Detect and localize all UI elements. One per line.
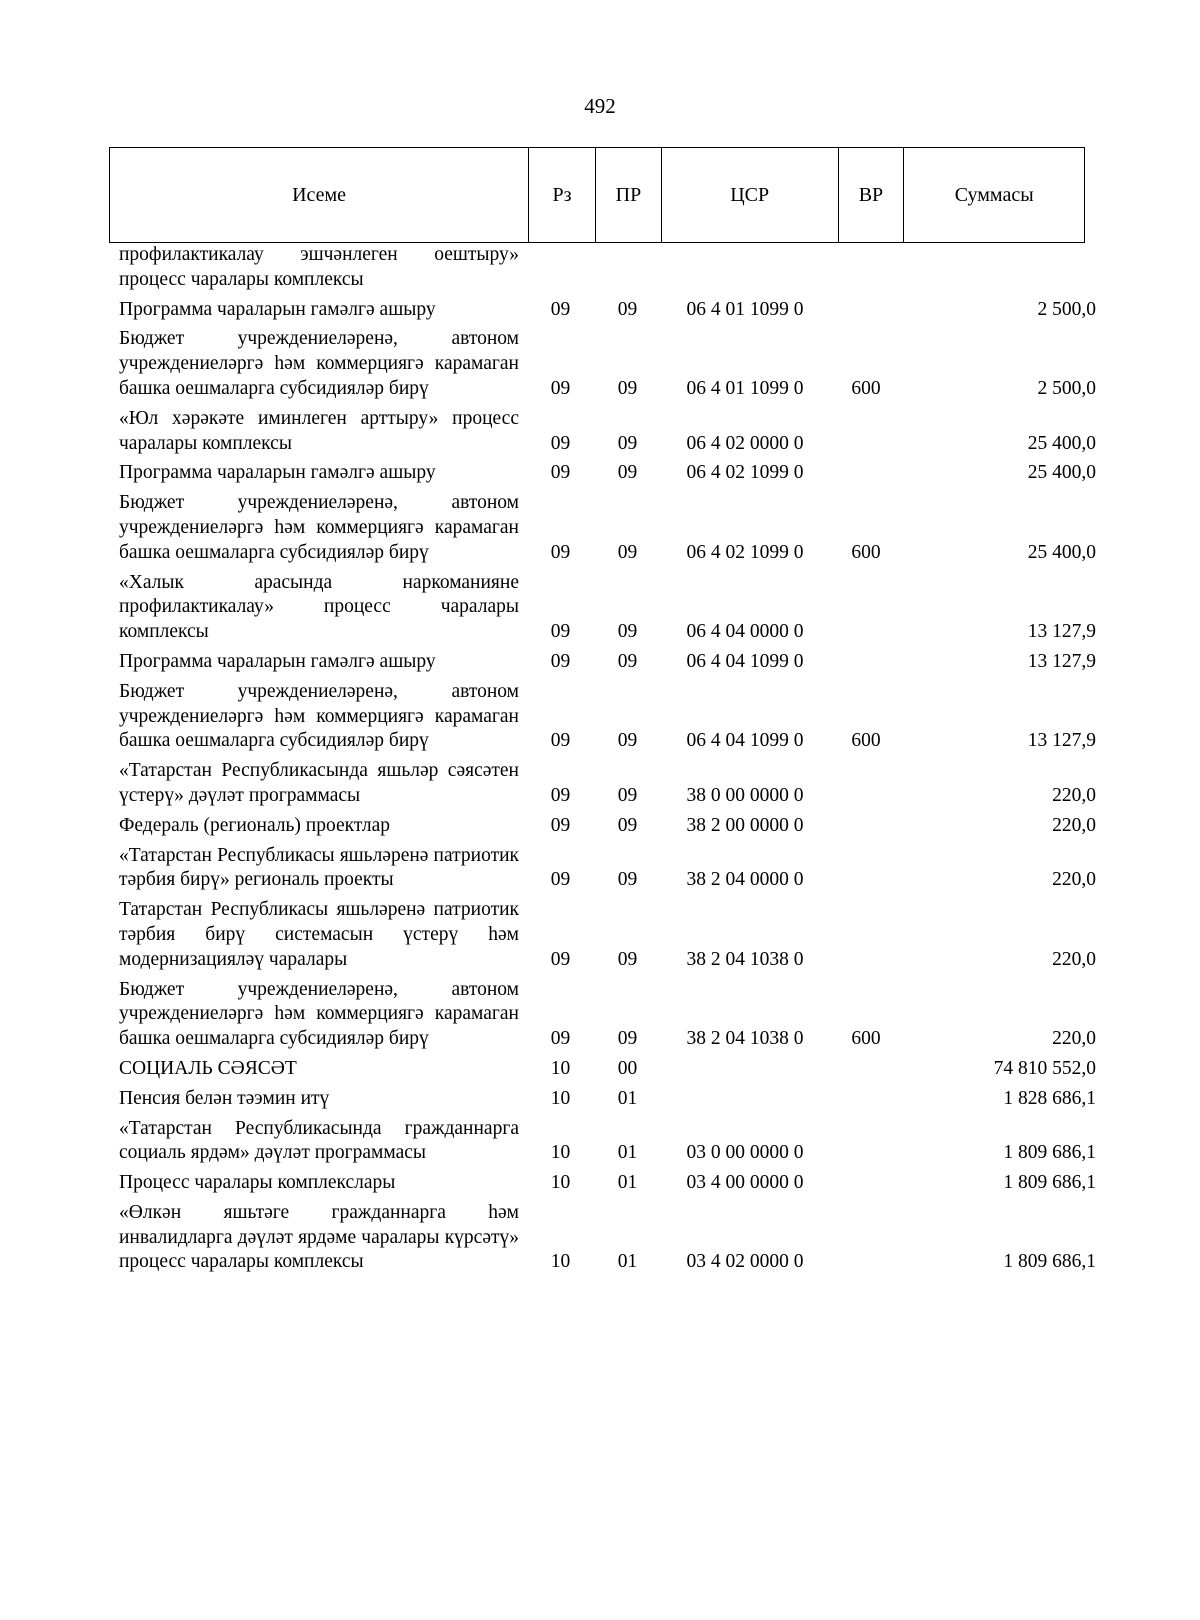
row-name: Программа чараларын гамәлгә ашыру (119, 462, 436, 484)
row-csr: 06 4 04 1099 0 (686, 650, 804, 672)
table-header (109, 147, 1085, 243)
row-rz: 09 (550, 541, 571, 563)
row-vr: 600 (851, 541, 881, 563)
row-csr: 06 4 04 0000 0 (686, 621, 804, 643)
row-pr: 00 (617, 1057, 638, 1079)
row-rz: 09 (550, 814, 571, 836)
row-csr: 38 2 00 0000 0 (686, 814, 804, 836)
row-name: Бюджет учреждениеләренә, автоном учреждениеләргә һәм коммерциягә карамаган башка оешмаларга субсидияләр бирү (119, 978, 519, 1050)
table-row (119, 461, 1099, 486)
table-row (119, 327, 1099, 401)
table-row (119, 680, 1099, 754)
row-sum: 25 400,0 (1027, 462, 1096, 484)
row-pr: 09 (617, 730, 638, 752)
row-sum: 220,0 (1052, 869, 1096, 891)
row-name: Татарстан Республикасы яшьләренә патриотик тәрбия бирү системасын үстерү һәм модернизацияләү чаралары (119, 899, 519, 970)
row-csr: 38 2 04 1038 0 (686, 1028, 804, 1050)
row-rz: 09 (550, 869, 571, 891)
table-row (119, 1087, 1099, 1112)
row-sum: 2 500,0 (1037, 377, 1096, 399)
row-sum: 1 809 686,1 (1003, 1172, 1096, 1194)
row-name: Пенсия белән тәэмин итү (119, 1087, 330, 1109)
row-name: Процесс чаралары комплекслары (119, 1172, 396, 1194)
row-csr: 38 2 04 0000 0 (686, 869, 804, 891)
table-row (119, 844, 1099, 894)
row-name: «Татарстан Республикасы яшьләренә патриотик тәрбия бирү» региональ проекты (119, 844, 519, 891)
row-vr: 600 (851, 377, 881, 399)
table-row (119, 814, 1099, 839)
row-rz: 09 (550, 298, 571, 320)
table-row (119, 491, 1099, 565)
row-sum: 220,0 (1052, 814, 1096, 836)
header-sum: Суммасы (954, 183, 1034, 206)
row-pr: 09 (617, 432, 638, 454)
table-row (119, 298, 1099, 323)
row-vr: 600 (851, 1028, 881, 1050)
row-rz: 10 (550, 1251, 571, 1273)
row-pr: 01 (617, 1087, 638, 1109)
table-row (119, 571, 1099, 645)
row-csr: 06 4 02 0000 0 (686, 432, 804, 454)
header-name: Исеме (110, 148, 529, 242)
row-csr: 38 2 04 1038 0 (686, 948, 804, 970)
row-rz: 09 (550, 621, 571, 643)
row-rz: 09 (550, 462, 571, 484)
row-rz: 09 (550, 730, 571, 752)
row-sum: 1 809 686,1 (1003, 1251, 1096, 1273)
row-name: Бюджет учреждениеләренә, автоном учреждениеләргә һәм коммерциягә карамаган башка оешмаларга субсидияләр бирү (119, 328, 519, 399)
table-row (119, 1171, 1099, 1196)
table-row (119, 1201, 1099, 1275)
row-rz: 09 (550, 432, 571, 454)
row-pr: 09 (617, 541, 638, 563)
row-rz: 10 (550, 1057, 571, 1079)
row-rz: 09 (550, 377, 571, 399)
row-name: Программа чараларын гамәлгә ашыру (119, 298, 436, 320)
row-sum: 220,0 (1052, 1028, 1096, 1050)
row-csr: 06 4 01 1099 0 (686, 377, 804, 399)
row-rz: 09 (550, 784, 571, 806)
row-sum: 25 400,0 (1027, 432, 1096, 454)
row-pr: 09 (617, 298, 638, 320)
table-body (119, 243, 1099, 1280)
row-pr: 09 (617, 784, 638, 806)
row-sum: 74 810 552,0 (993, 1057, 1096, 1079)
page-number: 492 (584, 94, 616, 118)
header-csr: ЦСР (662, 148, 839, 242)
row-pr: 09 (617, 621, 638, 643)
row-name: Федераль (региональ) проектлар (119, 814, 391, 836)
table-row (119, 759, 1099, 809)
row-rz: 10 (550, 1087, 571, 1109)
row-pr: 09 (617, 650, 638, 672)
row-rz: 10 (550, 1172, 571, 1194)
row-pr: 01 (617, 1142, 638, 1164)
row-sum: 220,0 (1052, 948, 1096, 970)
row-pr: 09 (617, 462, 638, 484)
row-name: «Өлкән яшьтәге гражданнарга һәм инвалидларга дәүләт ярдәме чаралары күрсәтү» процесс чаралары комплексы (119, 1201, 519, 1273)
row-rz: 09 (550, 948, 571, 970)
row-csr: 03 4 00 0000 0 (686, 1172, 804, 1194)
table-row (119, 243, 1099, 293)
table-row (119, 650, 1099, 675)
table-row (119, 1057, 1099, 1082)
row-csr: 06 4 01 1099 0 (686, 298, 804, 320)
row-name: «Халык арасында наркоманияне профилактикалау» процесс чаралары комплексы (119, 571, 519, 643)
row-name: СОЦИАЛЬ СӘЯСӘТ (119, 1057, 297, 1079)
row-rz: 10 (550, 1142, 571, 1164)
table-row (119, 978, 1099, 1052)
row-sum: 13 127,9 (1027, 730, 1096, 752)
header-rz: Рз (529, 148, 596, 242)
row-name: Бюджет учреждениеләренә, автоном учреждениеләргә һәм коммерциягә карамаган башка оешмаларга субсидияләр бирү (119, 680, 519, 752)
table-row (119, 898, 1099, 972)
row-csr: 38 0 00 0000 0 (686, 784, 804, 806)
row-rz: 09 (550, 1028, 571, 1050)
row-pr: 09 (617, 1028, 638, 1050)
row-name: Бюджет учреждениеләренә, автоном учреждениеләргә һәм коммерциягә карамаган башка оешмаларга субсидияләр бирү (119, 492, 519, 563)
row-pr: 01 (617, 1172, 638, 1194)
row-sum: 13 127,9 (1027, 650, 1096, 672)
row-sum: 2 500,0 (1037, 298, 1096, 320)
row-pr: 09 (617, 814, 638, 836)
row-name: Программа чараларын гамәлгә ашыру (119, 650, 436, 672)
row-pr: 09 (617, 948, 638, 970)
row-vr: 600 (851, 730, 881, 752)
row-pr: 09 (617, 869, 638, 891)
row-csr: 06 4 04 1099 0 (686, 730, 804, 752)
row-rz: 09 (550, 650, 571, 672)
row-sum: 1 828 686,1 (1003, 1087, 1096, 1109)
row-name: «Юл хәрәкәте иминлеген арттыру» процесс чаралары комплексы (119, 407, 519, 454)
row-sum: 25 400,0 (1027, 541, 1096, 563)
row-name: профилактикалау эшчәнлеген оештыру» процесс чаралары комплексы (119, 244, 519, 290)
row-csr: 06 4 02 1099 0 (686, 541, 804, 563)
row-name: «Татарстан Республикасында гражданнарга социаль ярдәм» дәүләт программасы (119, 1117, 519, 1164)
row-sum: 1 809 686,1 (1003, 1142, 1096, 1164)
header-pr: ПР (596, 148, 662, 242)
header-vr: ВР (839, 148, 905, 242)
row-sum: 220,0 (1052, 784, 1096, 806)
table-row (119, 1117, 1099, 1167)
row-csr: 03 4 02 0000 0 (686, 1251, 804, 1273)
row-csr: 06 4 02 1099 0 (686, 462, 804, 484)
row-pr: 01 (617, 1251, 638, 1273)
row-name: «Татарстан Республикасында яшьләр сәясәтен үстерү» дәүләт программасы (119, 760, 519, 806)
row-pr: 09 (617, 377, 638, 399)
row-csr: 03 0 00 0000 0 (686, 1142, 804, 1164)
table-row (119, 407, 1099, 457)
row-sum: 13 127,9 (1027, 621, 1096, 643)
